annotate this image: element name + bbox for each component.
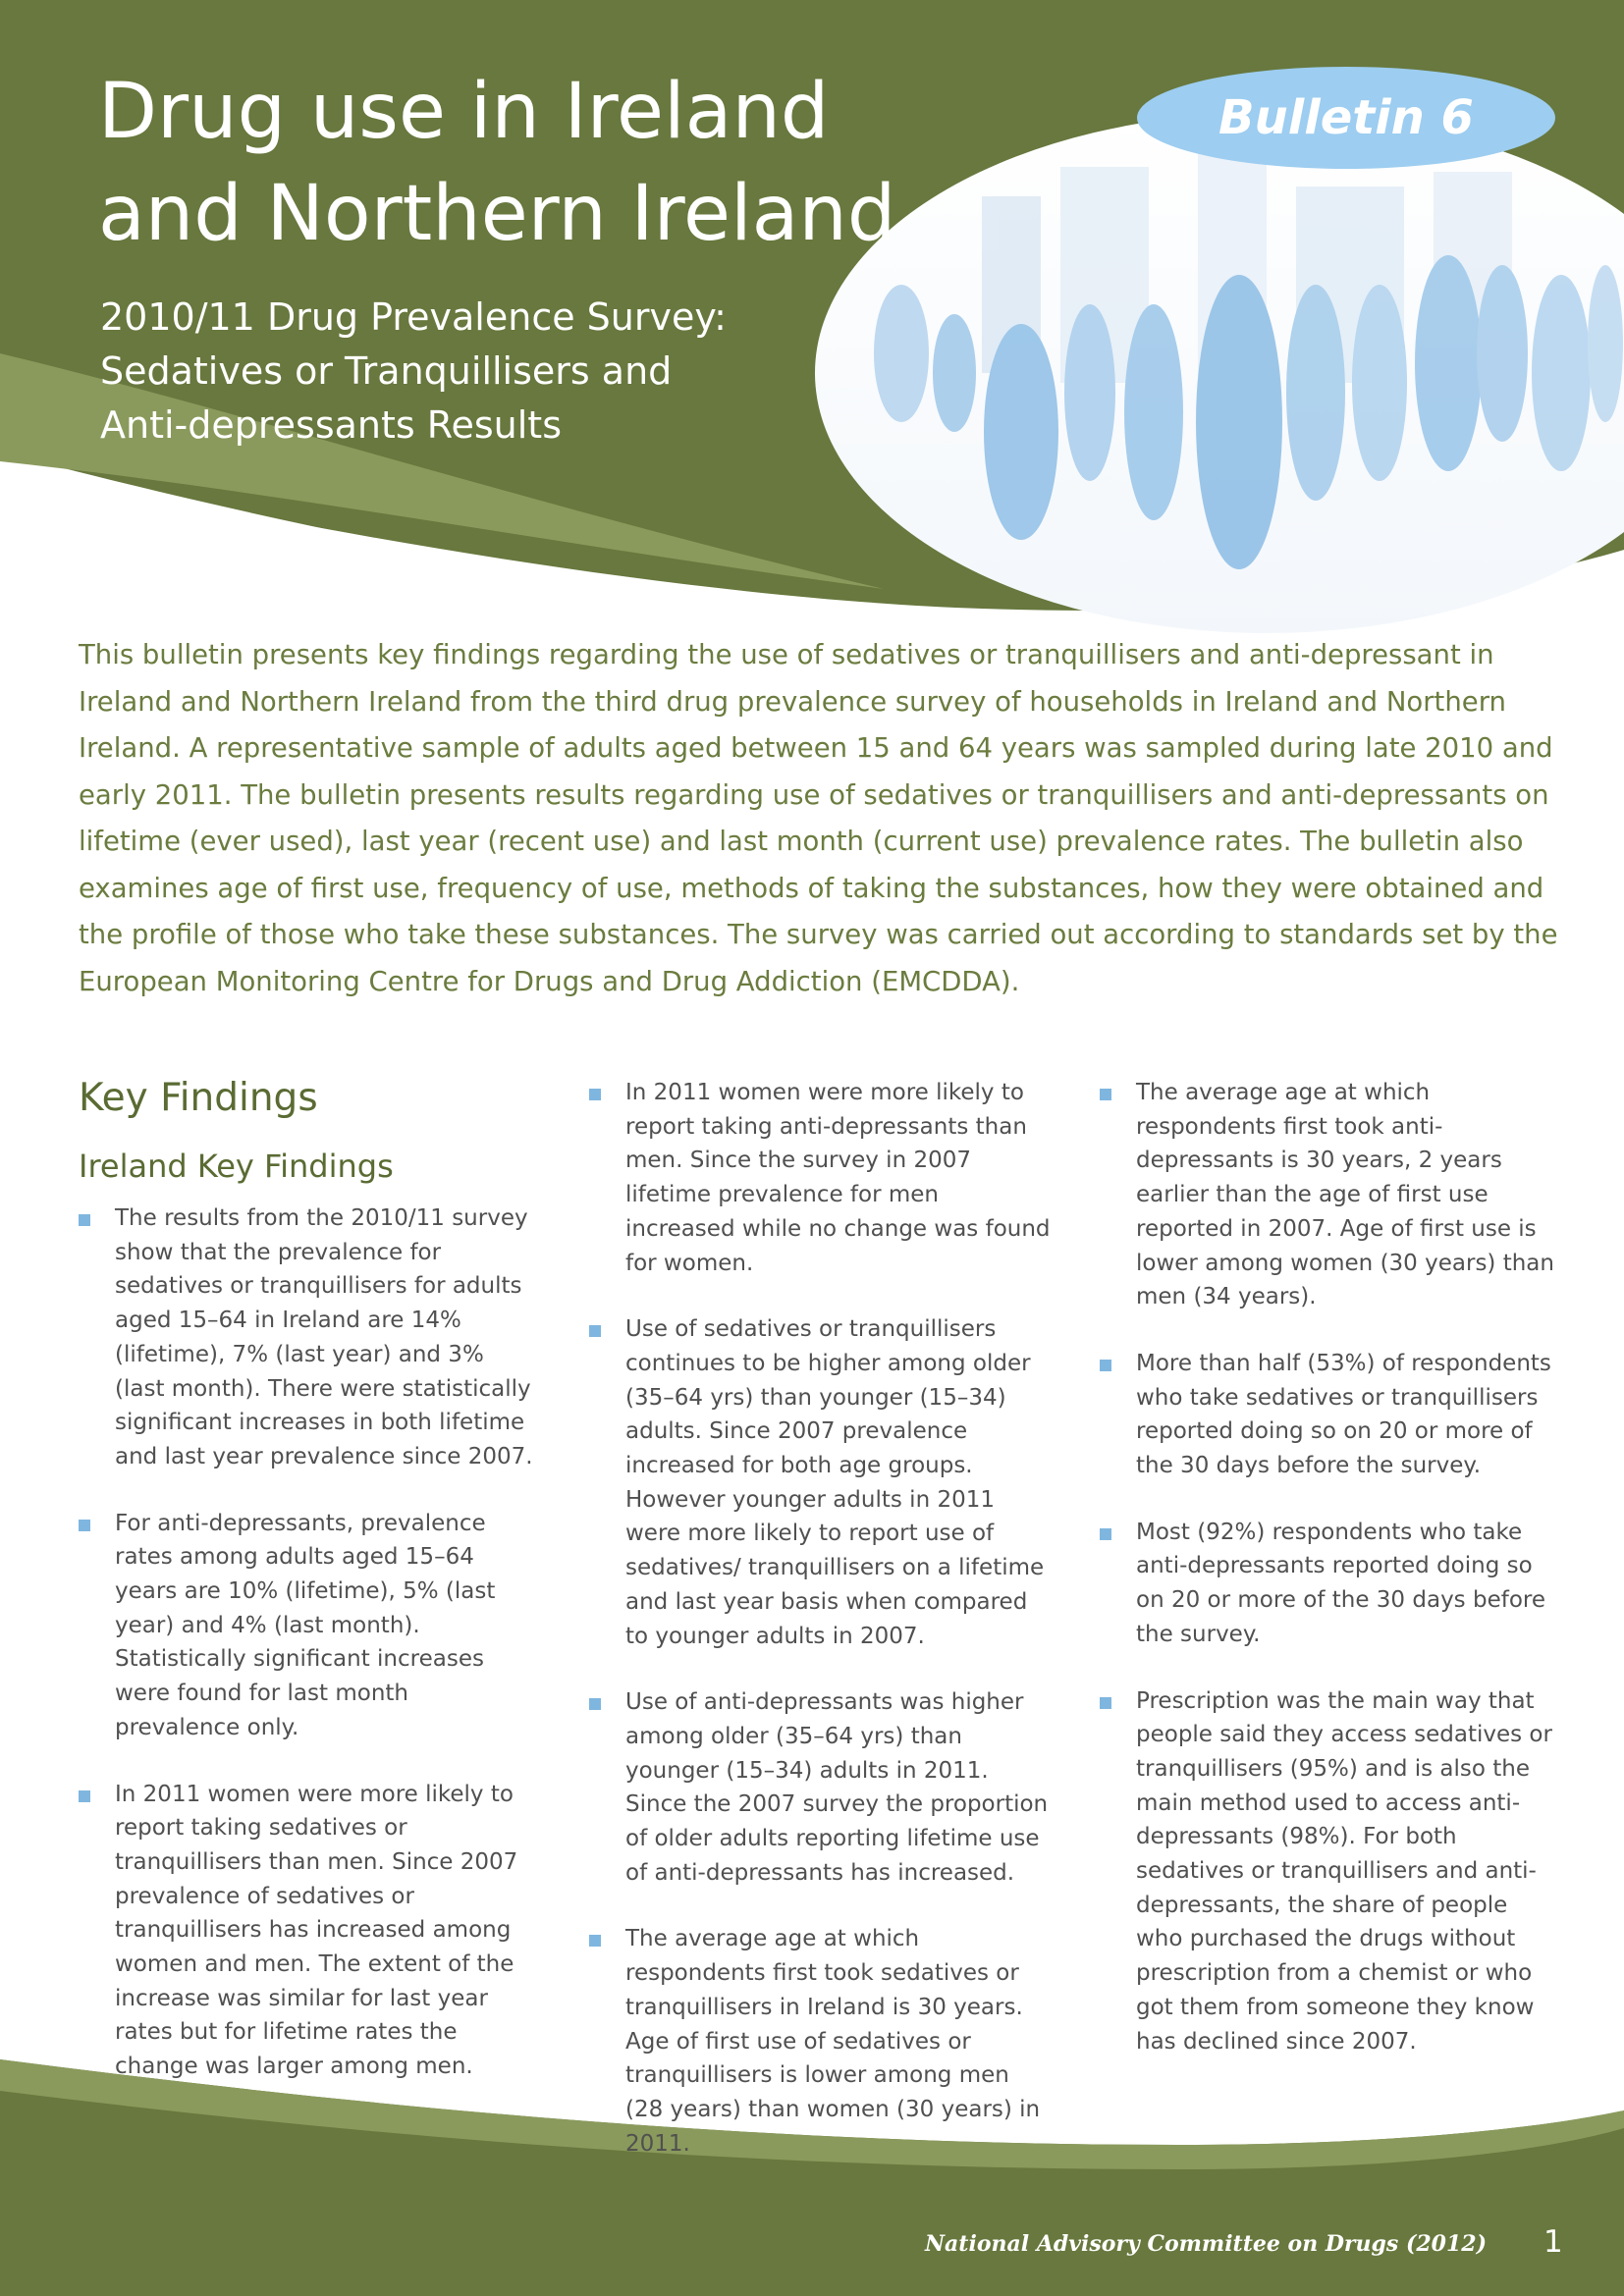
- findings-column-3: [1100, 1076, 1561, 2091]
- finding-text: Use of anti-depressants was higher among older (35–64 yrs) than younger (15–34) adults in 2011. Since the 2007 survey the proportion of older adults reporting lifetime use of anti-depressants has increased.: [625, 1689, 1049, 1886]
- finding-text: Most (92%) respondents who take anti-depressants reported doing so on 20 or more of the 30 days before the survey.: [1136, 1519, 1545, 1647]
- bullet-square-icon: [1100, 1089, 1111, 1100]
- subtitle-line-3: Anti-depressants Results: [100, 403, 562, 447]
- bullet-square-icon: [1100, 1360, 1111, 1371]
- finding-item: [1100, 1516, 1561, 1652]
- bullet-square-icon: [589, 1089, 601, 1100]
- finding-item: [1100, 1076, 1561, 1314]
- ireland-key-findings-heading: Ireland Key Findings: [79, 1148, 394, 1185]
- footer-publisher: National Advisory Committee on Drugs (2012): [924, 2231, 1487, 2257]
- finding-item: [589, 1922, 1051, 2161]
- finding-item: [1100, 1684, 1561, 2059]
- finding-item: [79, 1778, 540, 2084]
- findings-column-1: [79, 1072, 540, 2116]
- findings-list-3: [1100, 1076, 1561, 2058]
- bullet-square-icon: [79, 1214, 90, 1226]
- finding-text: The average age at which respondents first took sedatives or tranquillisers in Ireland is 30 years. Age of first use of sedatives or tranquillisers is lower among men (28 years) than women (30 years) in 2011.: [625, 1926, 1041, 2157]
- findings-column-2: [589, 1076, 1051, 2193]
- finding-text: The average age at which respondents first took anti-depressants is 30 years, 2 years earlier than the age of first use reported in 2007. Age of first use is lower among women (30 years) than men (34 years).: [1136, 1080, 1554, 1310]
- bullet-square-icon: [589, 1935, 601, 1947]
- finding-text: More than half (53%) of respondents who take sedatives or tranquillisers reported doing so on 20 or more of the 30 days before the survey.: [1136, 1350, 1551, 1479]
- findings-list-1: [79, 1201, 540, 2084]
- finding-item: [1100, 1347, 1561, 1483]
- finding-text: The results from the 2010/11 survey show that the prevalence for sedatives or tranquillisers for adults aged 15–64 in Ireland are 14% (lifetime), 7% (last year) and 3% (last month). There were statistically significant increases in both lifetime and last year prevalence since 2007.: [115, 1205, 533, 1469]
- bullet-square-icon: [79, 1790, 90, 1802]
- finding-item: [79, 1201, 540, 1474]
- intro-paragraph: This bulletin presents key findings regarding the use of sedatives or tranquillisers and anti-depressant in Ireland and Northern Ireland from the third drug prevalence survey of households in Ireland and Northern Ireland. A representative sample of adults aged between 15 and 64 years was sampled during late 2010 and early 2011. The bulletin presents results regarding use of sedatives or tranquillisers and anti-depressants on lifetime (ever used), last year (recent use) and last month (current use) prevalence rates. The bulletin also examines age of first use, frequency of use, methods of taking the substances, how they were obtained and the profile of those who take these substances. The survey was carried out according to standards set by the European Monitoring Centre for Drugs and Drug Addiction (EMCDDA).: [79, 639, 1558, 997]
- findings-list-2: [589, 1076, 1051, 2161]
- finding-item: [589, 1312, 1051, 1653]
- bullet-square-icon: [1100, 1528, 1111, 1540]
- finding-text: Use of sedatives or tranquillisers continues to be higher among older (35–64 yrs) than younger (15–34) adults. Since 2007 prevalence increased for both age groups. However younger adults in 2011 were more likely to report use of sedatives/ tranquillisers on a lifetime and last year basis when compared to younger adults in 2007.: [625, 1316, 1045, 1649]
- bullet-square-icon: [79, 1520, 90, 1531]
- finding-item: [589, 1685, 1051, 1890]
- page-number: 1: [1543, 2224, 1563, 2260]
- finding-text: In 2011 women were more likely to report taking anti-depressants than men. Since the survey in 2007 lifetime prevalence for men increased while no change was found for women.: [625, 1080, 1051, 1276]
- finding-text: Prescription was the main way that people said they access sedatives or tranquillisers (95%) and is also the main method used to access anti-depressants (98%). For both sedatives or tranquillisers and anti-depressants, the share of people who purchased the drugs without prescription from a chemist or who got them from someone they know has declined since 2007.: [1136, 1687, 1552, 2055]
- finding-item: [589, 1076, 1051, 1280]
- bullet-square-icon: [589, 1325, 601, 1337]
- key-findings-heading: Key Findings: [79, 1076, 318, 1120]
- finding-text: In 2011 women were more likely to report taking sedatives or tranquillisers than men. Since 2007 prevalence of sedatives or tranquillisers has increased among women and men. The extent of the increase was similar for last year rates but for lifetime rates the change was larger among men.: [115, 1781, 518, 2080]
- title-line-2: and Northern Ireland: [98, 170, 896, 258]
- title-line-1: Drug use in Ireland: [98, 68, 830, 156]
- finding-text: For anti-depressants, prevalence rates among adults aged 15–64 years are 10% (lifetime), 5% (last year) and 4% (last month). Statistically significant increases were found for last month prevalence only.: [115, 1510, 496, 1740]
- document-subtitle: [100, 291, 846, 453]
- bulletin-badge: Bulletin 6: [1137, 67, 1555, 169]
- bullet-square-icon: [589, 1698, 601, 1710]
- document-title: [98, 61, 895, 265]
- subtitle-line-1: 2010/11 Drug Prevalence Survey:: [100, 295, 727, 339]
- subtitle-line-2: Sedatives or Tranquillisers and: [100, 349, 673, 393]
- finding-item: [79, 1507, 540, 1745]
- bullet-square-icon: [1100, 1697, 1111, 1709]
